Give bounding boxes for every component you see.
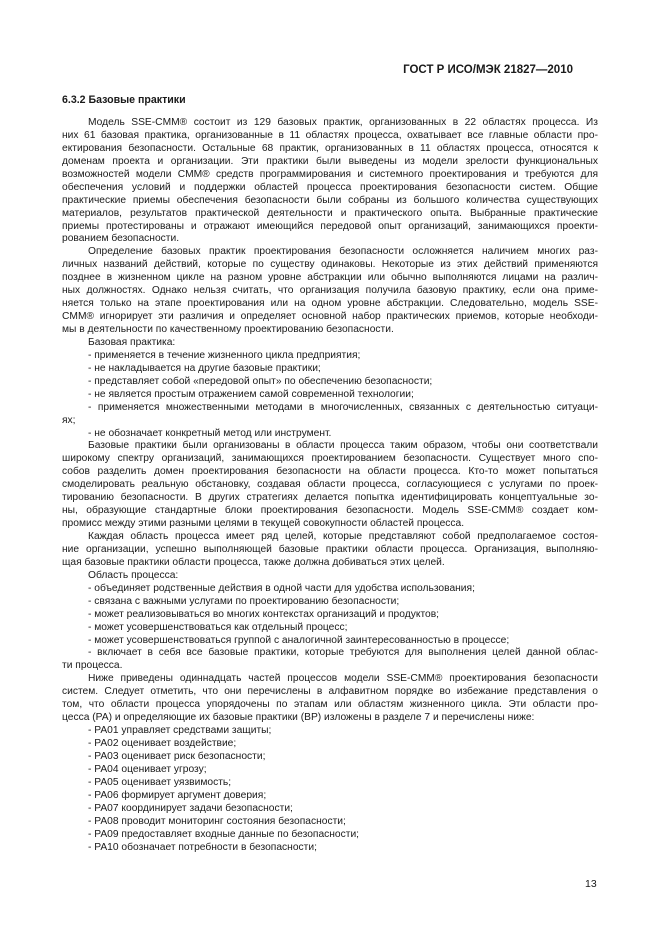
- text-line: промисс между этими разными целями в текущей совокупности областей процесса.: [62, 518, 465, 530]
- text-line: практические приемы обеспечения безопасности были собраны из большого количества существующих: [62, 194, 598, 206]
- text-line: смоделировать реальную обстановку, создавая области процесса, согласующиеся с услугами по проек-: [62, 479, 598, 491]
- text-line: Модель SSE-CMM® состоит из 129 базовых практик, организованных в 22 областях процесса. Из: [88, 117, 598, 128]
- text-line: приемы протестированы и отражают имеющийся передовой опыт организаций, занимающихся проекти-: [62, 220, 598, 232]
- text-line: ектирования безопасности. Остальные 68 практик, организованных в 11 областях процесса, относятся к: [62, 142, 598, 154]
- text-line: - PA05 оценивает уязвимость;: [88, 776, 232, 788]
- text-line: - не накладывается на другие базовые практики;: [88, 362, 321, 374]
- text-line: Область процесса:: [88, 569, 179, 581]
- text-line: няется только на этапе проектирования или на одном уровне абстракции. Следовательно, модель SSE-: [62, 298, 598, 310]
- text-line: Базовые практики были организованы в области процесса таким образом, чтобы они соответствали: [88, 440, 598, 452]
- text-line: обеспечения условий и поддержки областей процесса проектирования безопасности систем. Общие: [62, 181, 598, 193]
- text-line: том, что области процесса упорядочены по этапам или областям жизненного цикла. Эти области про-: [62, 699, 598, 711]
- text-line: - может усовершенствоваться как отдельный процесс;: [88, 621, 348, 633]
- text-line: - PA07 координирует задачи безопасности;: [88, 802, 293, 814]
- text-line: мы в деятельности по качественному проектированию безопасности.: [62, 324, 394, 335]
- text-line: - PA01 управляет средствами защиты;: [88, 725, 272, 737]
- text-line: собов разделить домен проектирования безопасности на области процесса. Кто-то может попытаться: [62, 466, 598, 478]
- text-line: позднее в жизненном цикле на разном уровне абстракции или обычно выполняются лицами на различ-: [62, 272, 598, 284]
- text-line: личных названий действий, которые по существу одинаковы. Некоторые из этих действий применяются: [62, 259, 598, 271]
- text-line: доменам проекта и организации. Эти практики были выведены из модели зрелости функциональных: [62, 155, 598, 167]
- text-line: материалов, результатов практической деятельности и практического опыта. Выбранные практические: [62, 207, 598, 219]
- text-line: - PA03 оценивает риск безопасности;: [88, 750, 266, 762]
- text-line: - PA08 проводит мониторинг состояния безопасности;: [88, 815, 346, 827]
- text-line: - не обозначает конкретный метод или инструмент.: [88, 427, 332, 439]
- text-line: ние организации, успешно выполняющей базовые практики области процесса. Организация, выполняю-: [62, 543, 598, 555]
- text-line: тированию безопасности. В других стратегиях делается попытка идентифицировать концептуальные зо-: [62, 492, 598, 504]
- text-line: щая базовые практики области процесса, также должна добиваться этих целей.: [62, 556, 445, 568]
- text-line: - PA10 обозначает потребности в безопасности;: [88, 841, 317, 853]
- text-line: - объединяет родственные действия в одной части для удобства использования;: [88, 582, 475, 594]
- text-line: них 61 базовая практика, организованные в 11 областях процесса, охватывает все главные области про-: [62, 129, 598, 141]
- text-line: - применяется множественными методами в многочисленных, связанных с деятельностью ситуаци-: [88, 401, 598, 413]
- text-line: широкому спектру организаций, занимающихся проектированием безопасности. Существует много спо-: [62, 453, 598, 465]
- document-body: [62, 117, 598, 854]
- text-line: - не является простым отражением самой современной технологии;: [88, 388, 414, 400]
- text-line: CMM® игнорирует эти различия и определяет основной набор практических приемов, которые необходи-: [62, 311, 598, 323]
- text-line: рованием безопасности.: [62, 233, 180, 245]
- page-number: 13: [585, 878, 597, 890]
- text-line: цесса (PA) и определяющие их базовые практики (BP) изложены в разделе 7 и перечислены ниже:: [62, 712, 535, 724]
- text-line: Определение базовых практик проектирования безопасности осложняется наличием многих раз-: [88, 246, 598, 258]
- text-line: - связана с важными услугами по проектированию безопасности;: [88, 595, 400, 607]
- text-line: Базовая практика:: [88, 336, 176, 348]
- text-line: Ниже приведены одиннадцать частей процессов модели SSE-CMM® проектирования безопасности: [88, 673, 598, 685]
- text-line: ны, образующие стандартные блоки проектирования безопасности. Модель SSE-CMM® создает ком-: [62, 505, 598, 517]
- text-line: ях;: [62, 414, 76, 426]
- text-line: - представляет собой «передовой опыт» по обеспечению безопасности;: [88, 375, 433, 387]
- text-line: Каждая область процесса имеет ряд целей, которые представляют собой предполагаемое состоя-: [88, 531, 598, 542]
- document-header: ГОСТ Р ИСО/МЭК 21827—2010: [403, 64, 573, 76]
- text-line: - применяется в течение жизненного цикла предприятия;: [88, 349, 361, 361]
- text-line: - включает в себя все базовые практики, которые требуются для выполнения целей данной облас-: [88, 647, 598, 659]
- text-line: - PA06 формирует аргумент доверия;: [88, 789, 267, 801]
- text-line: - может реализовываться во многих контекстах организаций и продуктов;: [88, 608, 440, 620]
- text-line: - может усовершенствоваться группой с аналогичной заинтересованностью в процессе;: [88, 634, 510, 646]
- text-line: - PA02 оценивает воздействие;: [88, 738, 237, 749]
- section-title: 6.3.2 Базовые практики: [62, 94, 186, 106]
- text-line: систем. Следует отметить, что они перечислены в алфавитном порядке во избежание представления о: [62, 686, 598, 698]
- text-line: - PA04 оценивает угрозу;: [88, 763, 207, 775]
- text-line: возможностей модели CMM® средств программирования и системного проектирования и требуются для: [62, 168, 598, 180]
- text-line: ных должностях. Однако нельзя считать, что организация получила базовую практику, если она приме-: [62, 285, 598, 297]
- text-line: ти процесса.: [62, 660, 123, 672]
- text-line: - PA09 предоставляет входные данные по безопасности;: [88, 828, 360, 840]
